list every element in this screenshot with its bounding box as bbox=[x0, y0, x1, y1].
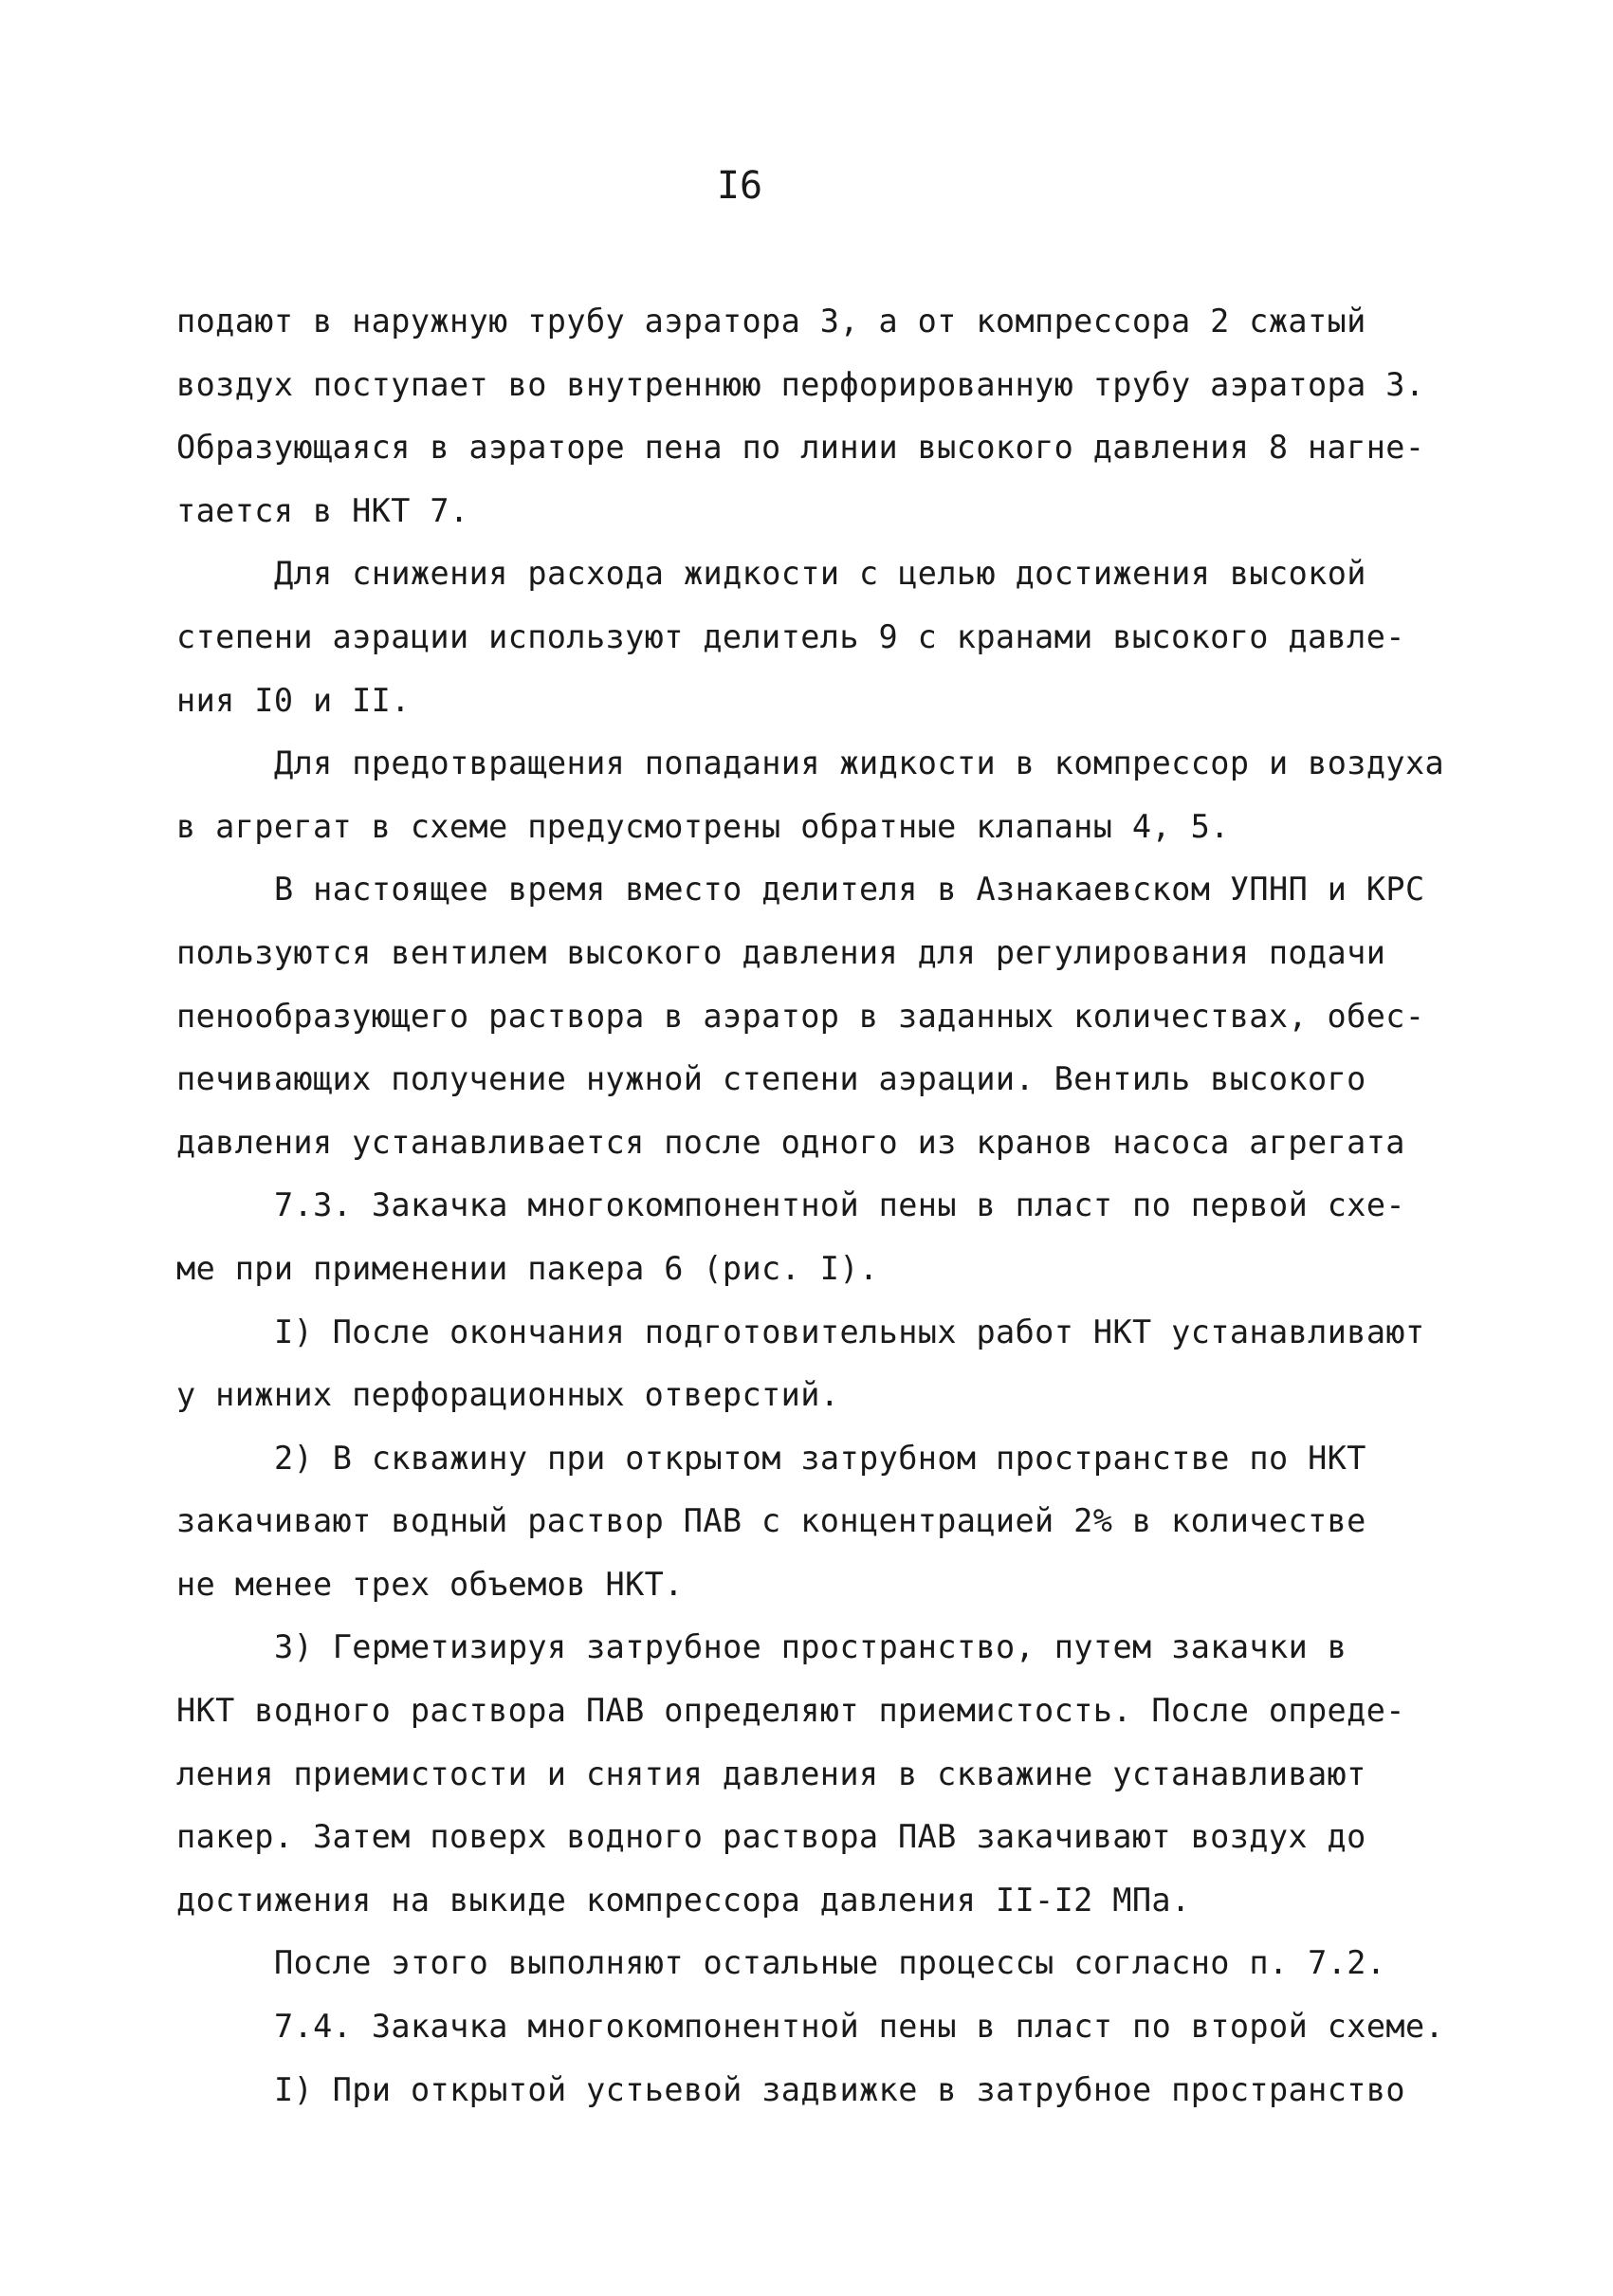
text-line: I) После окончания подготовительных работ НКТ устанавливают bbox=[274, 1313, 1425, 1350]
text-line: После этого выполняют остальные процессы согласно п. 7.2. bbox=[274, 1944, 1386, 1982]
text-line: НКТ водного раствора ПАВ определяют приемистость. После опреде- bbox=[176, 1692, 1405, 1730]
text-line: давления устанавливается после одного из кранов насоса агрегата bbox=[176, 1123, 1405, 1161]
text-line: I) При открытой устьевой задвижке в затрубное пространство bbox=[274, 2070, 1405, 2108]
document-body bbox=[176, 290, 1447, 2122]
text-line: закачивают водный раствор ПАВ с концентрацией 2% в количестве bbox=[176, 1502, 1366, 1540]
text-line: достижения на выкиде компрессора давления II-I2 МПа. bbox=[176, 1881, 1191, 1919]
text-line: степени аэрации используют делитель 9 с кранами высокого давле- bbox=[176, 617, 1405, 655]
text-line: тается в НКТ 7. bbox=[176, 491, 469, 529]
text-line: ния I0 и II. bbox=[176, 681, 411, 719]
text-line: пользуются вентилем высокого давления для регулирования подачи bbox=[176, 933, 1386, 971]
text-line: пакер. Затем поверх водного раствора ПАВ закачивают воздух до bbox=[176, 1818, 1366, 1856]
text-line: В настоящее время вместо делителя в Азнакаевском УПНП и КРС bbox=[274, 871, 1425, 909]
text-line: ления приемистости и снятия давления в скважине устанавливают bbox=[176, 1754, 1366, 1792]
text-line: 7.4. Закачка многокомпонентной пены в пласт по второй схеме. bbox=[274, 2008, 1445, 2046]
text-line: Образующаяся в аэраторе пена по линии высокого давления 8 нагне- bbox=[176, 429, 1425, 467]
text-line: у нижних перфорационных отверстий. bbox=[176, 1376, 840, 1414]
text-line: воздух поступает во внутреннюю перфорированную трубу аэратора 3. bbox=[176, 365, 1425, 403]
text-line: 2) В скважину при открытом затрубном пространстве по НКТ bbox=[274, 1439, 1366, 1477]
text-line: Для снижения расхода жидкости с целью достижения высокой bbox=[274, 555, 1366, 593]
text-line: печивающих получение нужной степени аэрации. Вентиль высокого bbox=[176, 1060, 1366, 1098]
text-line: подают в наружную трубу аэратора 3, а от компрессора 2 сжатый bbox=[176, 303, 1366, 340]
text-line: ме при применении пакера 6 (рис. I). bbox=[176, 1249, 879, 1287]
text-line: пенообразующего раствора в аэратор в заданных количествах, обес- bbox=[176, 997, 1425, 1035]
text-line: Для предотвращения попадания жидкости в компрессор и воздуха bbox=[274, 744, 1445, 782]
text-line: в агрегат в схеме предусмотрены обратные клапаны 4, 5. bbox=[176, 807, 1230, 845]
text-line: 3) Герметизируя затрубное пространство, путем закачки в bbox=[274, 1628, 1347, 1666]
text-line: 7.3. Закачка многокомпонентной пены в пласт по первой схе- bbox=[274, 1186, 1405, 1224]
text-line: не менее трех объемов НКТ. bbox=[176, 1565, 684, 1603]
page-number: I6 bbox=[716, 164, 763, 208]
